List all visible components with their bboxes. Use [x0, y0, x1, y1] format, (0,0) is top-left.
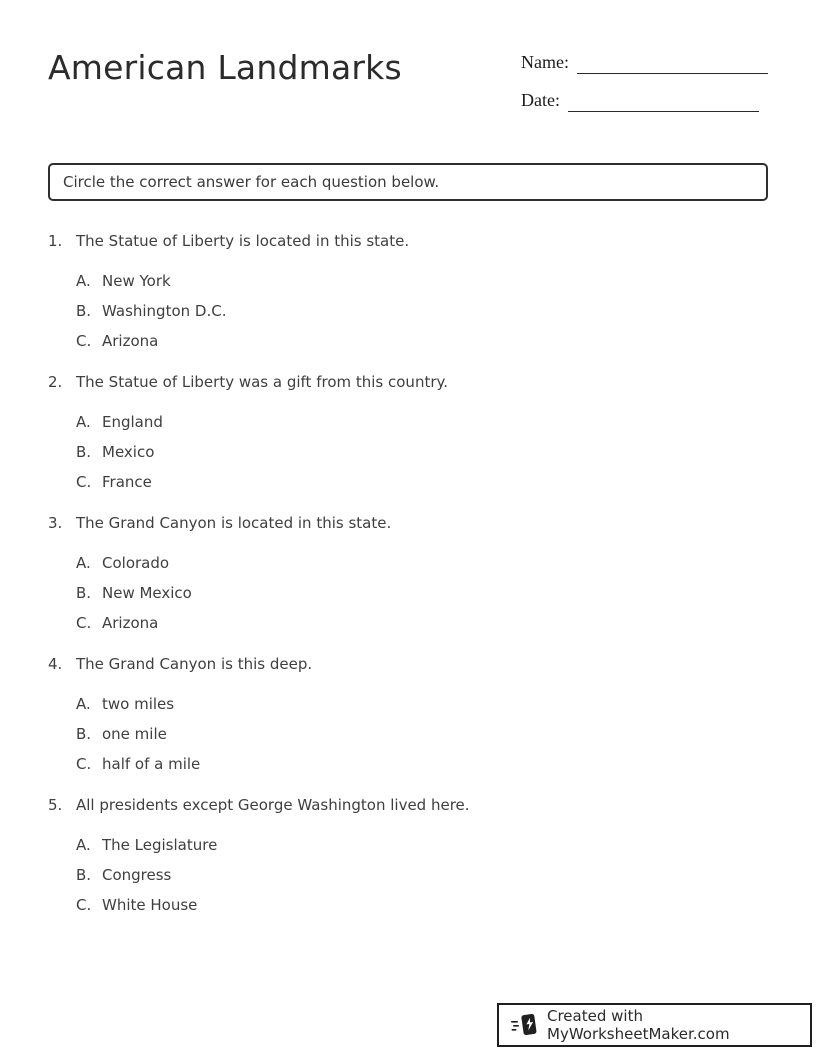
- question-row: [48, 231, 768, 252]
- option-letter: B.: [76, 725, 92, 743]
- question-row: [48, 654, 768, 675]
- question-block: [48, 654, 768, 775]
- question-text: The Statue of Liberty is located in this state.: [76, 232, 410, 250]
- option-text: France: [102, 473, 152, 491]
- option-text: Mexico: [102, 443, 155, 461]
- footer-credit-text: Created with MyWorksheetMaker.com: [547, 1007, 730, 1043]
- answer-option: [76, 412, 768, 433]
- option-letter: A.: [76, 554, 91, 572]
- question-number: 5.: [48, 796, 63, 814]
- question-block: [48, 513, 768, 634]
- option-letter: B.: [76, 584, 92, 602]
- option-text: New York: [102, 272, 171, 290]
- worksheet-header: [48, 44, 768, 112]
- option-text: Colorado: [102, 554, 170, 572]
- answer-option: [76, 694, 768, 715]
- option-text: Washington D.C.: [102, 302, 227, 320]
- question-number: 1.: [48, 232, 63, 250]
- option-letter: A.: [76, 695, 91, 713]
- page-title: American Landmarks: [48, 48, 402, 87]
- question-number: 2.: [48, 373, 63, 391]
- option-letter: B.: [76, 866, 92, 884]
- name-label: Name:: [521, 52, 569, 73]
- instruction-box: [48, 163, 768, 201]
- name-blank-line: [577, 50, 768, 74]
- answer-option: [76, 895, 768, 916]
- name-row: [521, 50, 768, 74]
- answer-option: [76, 472, 768, 493]
- option-text: The Legislature: [102, 836, 218, 854]
- option-letter: B.: [76, 443, 92, 461]
- date-row: [521, 88, 768, 112]
- question-text: The Statue of Liberty was a gift from this country.: [76, 373, 449, 391]
- question-block: [48, 231, 768, 352]
- question-row: [48, 795, 768, 816]
- option-text: half of a mile: [102, 755, 201, 773]
- option-letter: A.: [76, 836, 91, 854]
- name-date-block: [521, 44, 768, 112]
- option-text: Arizona: [102, 332, 159, 350]
- answer-option: [76, 331, 768, 352]
- option-text: two miles: [102, 695, 175, 713]
- answer-option: [76, 613, 768, 634]
- option-letter: C.: [76, 896, 92, 914]
- answer-option: [76, 301, 768, 322]
- option-letter: A.: [76, 272, 91, 290]
- option-text: England: [102, 413, 163, 431]
- answer-option: [76, 553, 768, 574]
- question-block: [48, 795, 768, 916]
- option-letter: A.: [76, 413, 91, 431]
- question-text: All presidents except George Washington lived here.: [76, 796, 470, 814]
- option-letter: C.: [76, 332, 92, 350]
- answer-option: [76, 754, 768, 775]
- answer-option: [76, 835, 768, 856]
- question-row: [48, 372, 768, 393]
- flying-worksheet-icon: [510, 1010, 540, 1040]
- option-letter: C.: [76, 755, 92, 773]
- option-text: Congress: [102, 866, 172, 884]
- question-row: [48, 513, 768, 534]
- answer-option: [76, 583, 768, 604]
- instruction-text: Circle the correct answer for each question below.: [63, 173, 440, 191]
- date-label: Date:: [521, 90, 560, 111]
- option-letter: C.: [76, 473, 92, 491]
- option-text: Arizona: [102, 614, 159, 632]
- date-blank-line: [568, 88, 759, 112]
- option-letter: B.: [76, 302, 92, 320]
- answer-option: [76, 865, 768, 886]
- question-number: 3.: [48, 514, 63, 532]
- question-number: 4.: [48, 655, 63, 673]
- option-text: one mile: [102, 725, 167, 743]
- option-letter: C.: [76, 614, 92, 632]
- option-text: White House: [102, 896, 198, 914]
- answer-option: [76, 724, 768, 745]
- option-text: New Mexico: [102, 584, 192, 602]
- answer-option: [76, 442, 768, 463]
- question-text: The Grand Canyon is this deep.: [76, 655, 313, 673]
- answer-option: [76, 271, 768, 292]
- footer-credit-badge: [497, 1003, 812, 1047]
- question-text: The Grand Canyon is located in this state.: [76, 514, 392, 532]
- question-list: [48, 231, 768, 936]
- question-block: [48, 372, 768, 493]
